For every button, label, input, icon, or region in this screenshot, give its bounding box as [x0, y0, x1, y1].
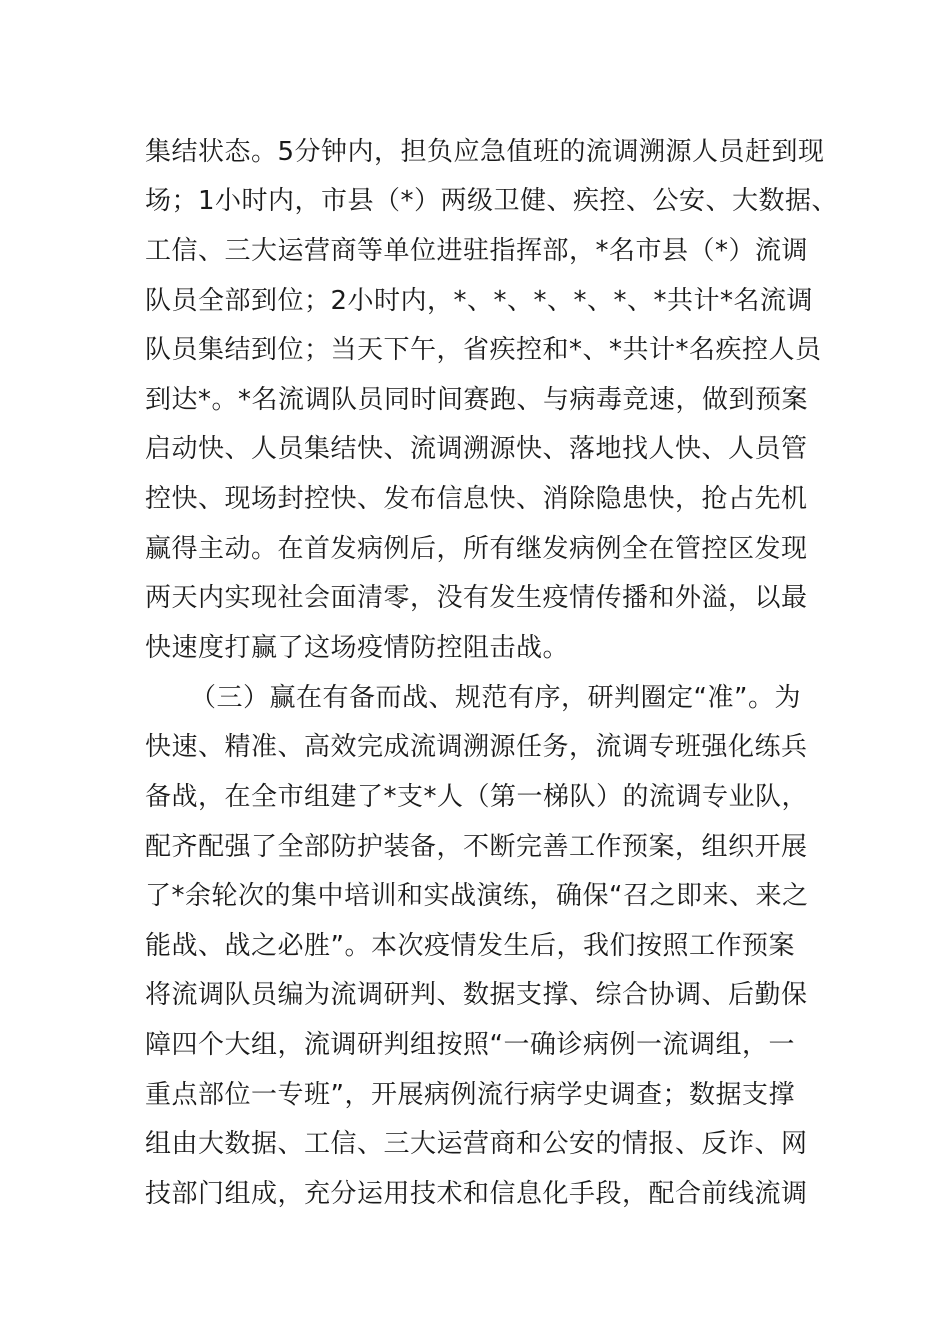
text-line: 技部门组成，充分运用技术和信息化手段，配合前线流调 [145, 1179, 808, 1209]
text-line: 快速度打赢了这场疫情防控阻击战。 [145, 633, 570, 663]
text-line: 将流调队员编为流调研判、数据支撑、综合协调、后勤保 [145, 980, 808, 1010]
text-line: 配齐配强了全部防护装备，不断完善工作预案，组织开展 [145, 832, 808, 862]
text-line: 集结状态。5分钟内，担负应急值班的流调溯源人员赶到现 [145, 137, 825, 167]
text-line: 组由大数据、工信、三大运营商和公安的情报、反诈、网 [145, 1129, 808, 1159]
section-heading-line: （三）赢在有备而战、规范有序，研判圈定“准”。为 [190, 683, 801, 713]
text-line: 两天内实现社会面清零，没有发生疫情传播和外溢，以最 [145, 583, 808, 613]
text-line: 控快、现场封控快、发布信息快、消除隐患快，抢占先机 [145, 484, 808, 514]
text-line: 到达*。*名流调队员同时间赛跑、与病毒竞速，做到预案 [145, 385, 809, 415]
text-line: 能战、战之必胜”。本次疫情发生后，我们按照工作预案 [145, 931, 795, 961]
text-line: 工信、三大运营商等单位进驻指挥部，*名市县（*）流调 [145, 236, 809, 266]
text-line: 快速、精准、高效完成流调溯源任务，流调专班强化练兵 [145, 732, 808, 762]
text-line: 赢得主动。在首发病例后，所有继发病例全在管控区发现 [145, 534, 808, 564]
text-line: 重点部位一专班”，开展病例流行病学史调查；数据支撑 [145, 1080, 795, 1110]
text-line: 启动快、人员集结快、流调溯源快、落地找人快、人员管 [145, 434, 808, 464]
text-line: 队员全部到位；2小时内，*、*、*、*、*、*共计*名流调 [145, 286, 814, 316]
text-line: 备战，在全市组建了*支*人（第一梯队）的流调专业队， [145, 782, 809, 812]
text-line: 了*余轮次的集中培训和实战演练，确保“召之即来、来之 [145, 881, 809, 911]
text-line: 障四个大组，流调研判组按照“一确诊病例一流调组，一 [145, 1030, 795, 1060]
text-line: 队员集结到位；当天下午，省疾控和*、*共计*名疾控人员 [145, 335, 822, 365]
text-line: 场；1小时内，市县（*）两级卫健、疾控、公安、大数据、 [145, 186, 839, 216]
